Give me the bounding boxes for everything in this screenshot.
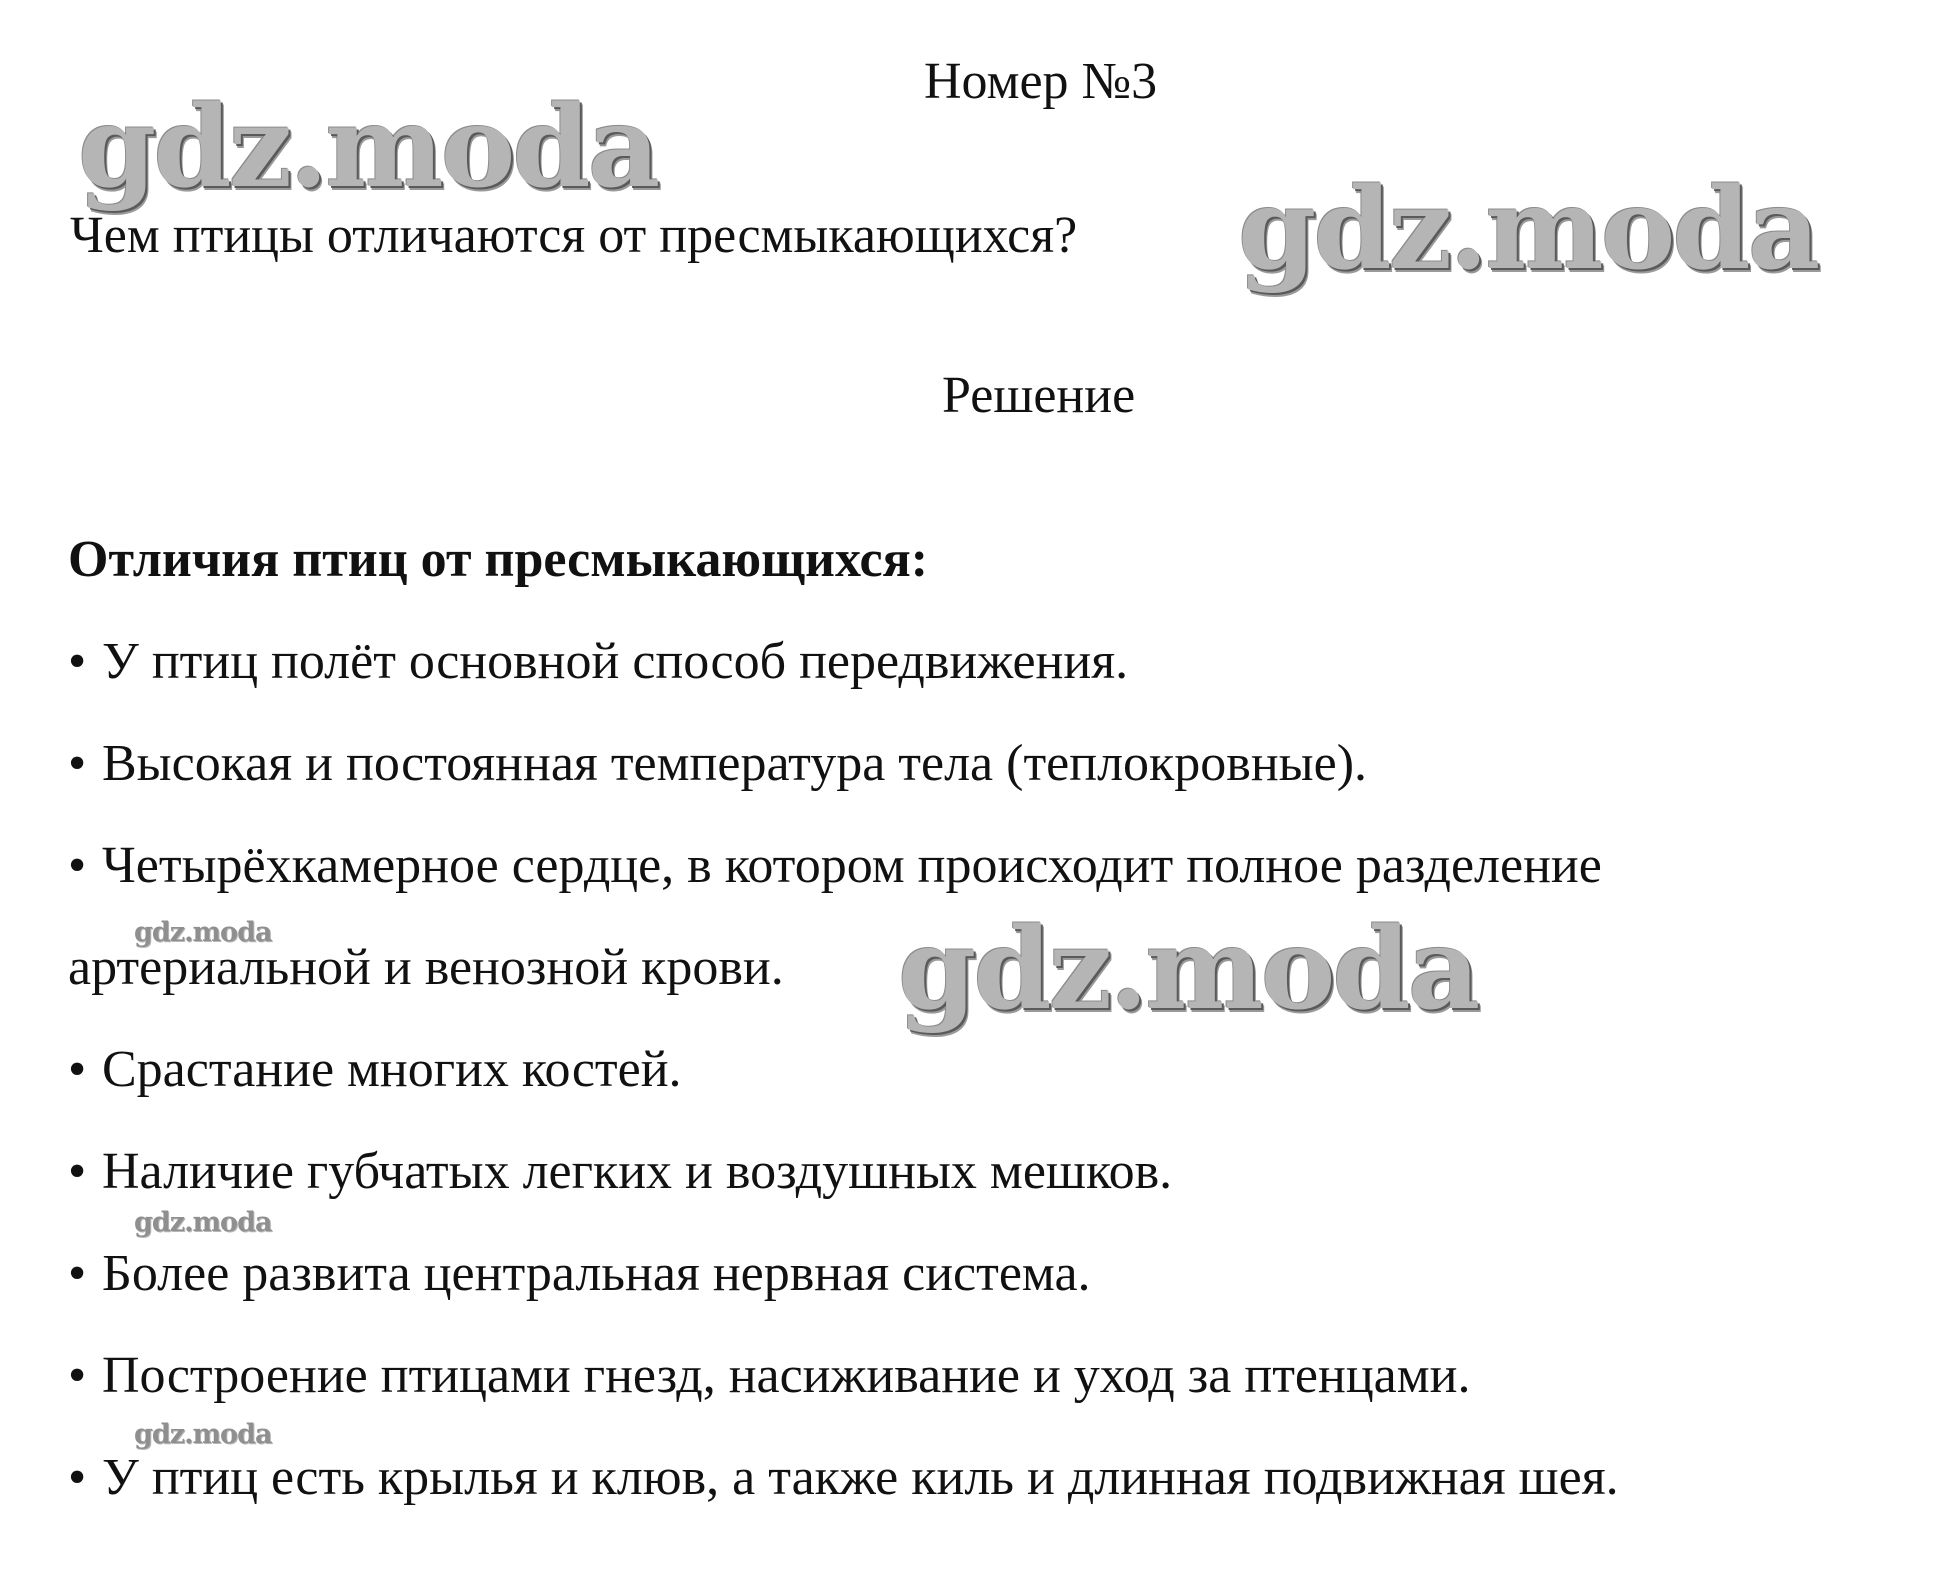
watermark-logo-top-right: gdz.moda bbox=[1238, 164, 1818, 295]
watermark-logo-top-left: gdz.moda bbox=[78, 82, 658, 213]
bullet-marker: • bbox=[68, 837, 87, 894]
list-item bbox=[68, 628, 1128, 696]
watermark-small-1: gdz.moda bbox=[134, 917, 272, 948]
watermark-small-2: gdz.moda bbox=[134, 1207, 272, 1238]
page-title: Номер №3 bbox=[924, 53, 1158, 110]
bullet-marker: • bbox=[68, 1041, 87, 1098]
list-item bbox=[68, 832, 1602, 900]
bullet-marker: • bbox=[68, 1143, 87, 1200]
list-item-text: Срастание многих костей. bbox=[102, 1041, 682, 1098]
list-item bbox=[68, 1444, 1619, 1512]
watermark-logo-middle: gdz.moda bbox=[898, 904, 1478, 1035]
bullet-marker: • bbox=[68, 1347, 87, 1404]
list-item-text: Четырёхкамерное сердце, в котором происходит полное разделение bbox=[102, 837, 1602, 894]
list-item-text: У птиц полёт основной способ передвижения. bbox=[102, 633, 1129, 690]
question-text: Чем птицы отличаются от пресмыкающихся? bbox=[70, 207, 1078, 264]
list-item-text: Более развита центральная нервная система. bbox=[102, 1245, 1091, 1302]
bullet-marker: • bbox=[68, 1245, 87, 1302]
answer-heading: Отличия птиц от пресмыкающихся: bbox=[68, 531, 929, 588]
list-item bbox=[68, 1342, 1470, 1410]
list-item-text: Наличие губчатых легких и воздушных мешков. bbox=[102, 1143, 1173, 1200]
list-item-text: Построение птицами гнезд, насиживание и уход за птенцами. bbox=[102, 1347, 1471, 1404]
list-item-text: У птиц есть крылья и клюв, а также киль и длинная подвижная шея. bbox=[102, 1449, 1619, 1506]
list-item bbox=[68, 1138, 1172, 1206]
list-item bbox=[68, 1036, 682, 1104]
bullet-marker: • bbox=[68, 1449, 87, 1506]
solution-label: Решение bbox=[942, 367, 1136, 424]
list-item-text: Высокая и постоянная температура тела (теплокровные). bbox=[102, 735, 1368, 792]
watermark-small-3: gdz.moda bbox=[134, 1419, 272, 1450]
bullet-marker: • bbox=[68, 633, 87, 690]
list-item bbox=[68, 1240, 1091, 1308]
bullet-marker: • bbox=[68, 735, 87, 792]
list-item-continuation: артериальной и венозной крови. bbox=[68, 939, 784, 996]
list-item bbox=[68, 730, 1367, 798]
